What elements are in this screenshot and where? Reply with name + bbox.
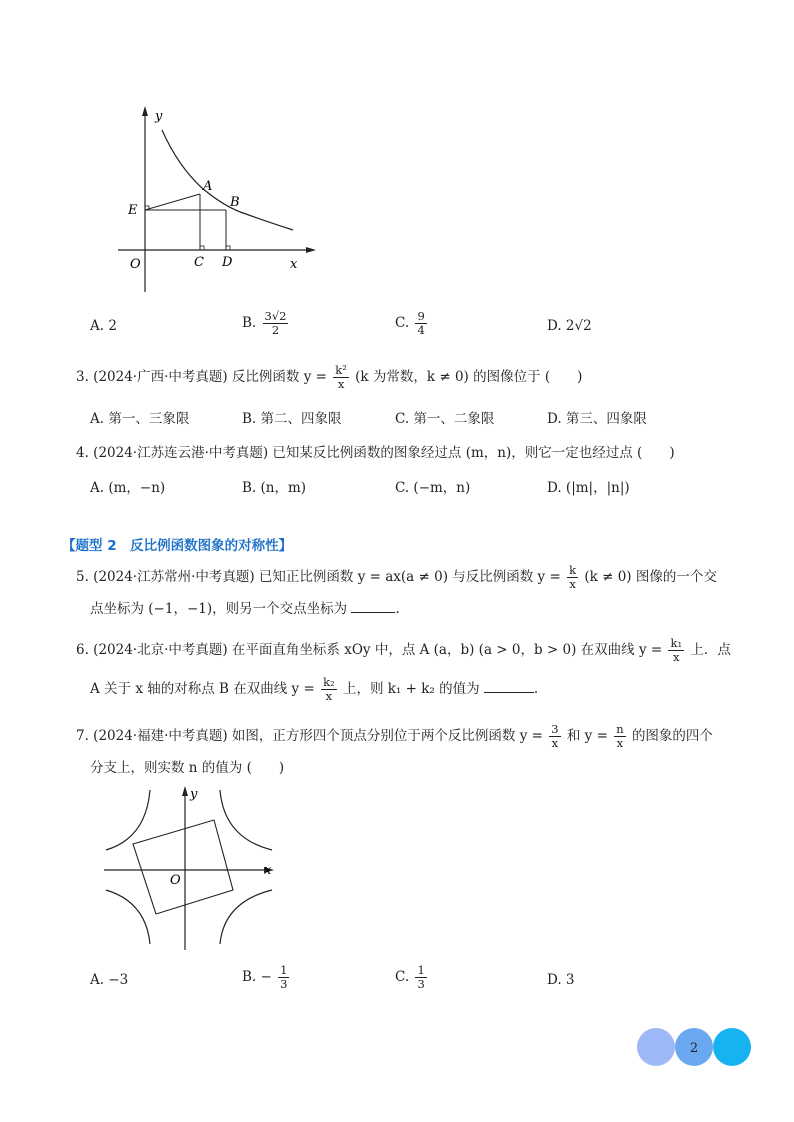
q4-option-d: D. (|m|，|n|): [547, 480, 630, 496]
figure-square-on-hyperbolas: [100, 784, 280, 950]
q4-option-a: A. (m，−n): [90, 480, 166, 496]
page-number: 2: [689, 1041, 699, 1056]
q3-stem: 3. (2024·广西·中考真题) 反比例函数 y = $\frac{\text{k²}}{x}$ (k 为常数，k ≠ 0) 的图像位于 ( ): [76, 363, 583, 391]
fig1-label-B: B: [230, 195, 240, 210]
q5-line1: 5. (2024·江苏常州·中考真题) 已知正比例函数 y = ax(a ≠ 0) 与反比例函数 y = $\frac{k}{x}$ (k ≠ 0) 图像的一个交: [76, 563, 717, 591]
q7-option-b: B. − $\frac{1}{3}$: [242, 963, 288, 991]
fig1-label-O: O: [130, 257, 141, 272]
q3-option-b: B. 第二、四象限: [242, 411, 342, 427]
fig2-label-y: y: [190, 787, 198, 802]
fig1-label-E: E: [128, 203, 138, 218]
q3-option-d: D. 第三、四象限: [547, 411, 647, 427]
q5-answer-blank[interactable]: [351, 600, 395, 613]
q2-option-a: A. 2: [90, 318, 117, 334]
fig1-label-D: D: [222, 255, 233, 270]
fig2-label-O: O: [170, 873, 181, 888]
q7-option-c: C. $\frac{1}{3}$: [395, 963, 425, 991]
fig2-label-x: x: [264, 863, 272, 878]
fig1-label-y: y: [155, 109, 163, 124]
q5-line2: 点坐标为 (−1，−1)，则另一个交点坐标为 .: [90, 601, 400, 617]
q3-option-a: A. 第一、三象限: [90, 411, 190, 427]
section-heading: 【题型 2 反比例函数图象的对称性】: [62, 538, 293, 554]
q7-line2: 分支上，则实数 n 的值为 ( ): [90, 760, 285, 776]
q3-option-c: C. 第一、二象限: [395, 411, 495, 427]
q7-option-a: A. −3: [90, 972, 129, 988]
fig1-label-x: x: [290, 257, 298, 272]
q7-option-d: D. 3: [547, 972, 575, 988]
fig1-label-C: C: [194, 255, 204, 270]
q4-stem: 4. (2024·江苏连云港·中考真题) 已知某反比例函数的图象经过点 (m，n)，则它一定也经过点 ( ): [76, 445, 675, 461]
q7-line1: 7. (2024·福建·中考真题) 如图，正方形四个顶点分别位于两个反比例函数 y = $\frac{3}{x}$ 和 y = $\frac{n}{x}$ 的图象的四个: [76, 722, 713, 750]
q2-option-d: D. 2√2: [547, 318, 592, 334]
q2-option-c: C. $\frac{9}{4}$: [395, 309, 425, 337]
q4-option-c: C. (−m，n): [395, 480, 471, 496]
fig1-label-A: A: [203, 179, 213, 194]
q4-option-b: B. (n，m): [242, 480, 307, 496]
q6-line1: 6. (2024·北京·中考真题) 在平面直角坐标系 xOy 中，点 A (a，b) (a > 0，b > 0) 在双曲线 y = $\frac{\text{k₁}}{x}$ 上．点: [76, 636, 731, 664]
q2-option-b: B. $\frac{3√2}{2}$: [242, 309, 287, 337]
figure-hyperbola-rectangles: [118, 104, 318, 296]
q6-answer-blank[interactable]: [484, 680, 534, 693]
page-number-badge: [636, 1027, 752, 1067]
q6-line2: A 关于 x 轴的对称点 B 在双曲线 y = $\frac{\text{k₂}}{x}$ 上，则 k₁ + k₂ 的值为 .: [90, 675, 539, 703]
